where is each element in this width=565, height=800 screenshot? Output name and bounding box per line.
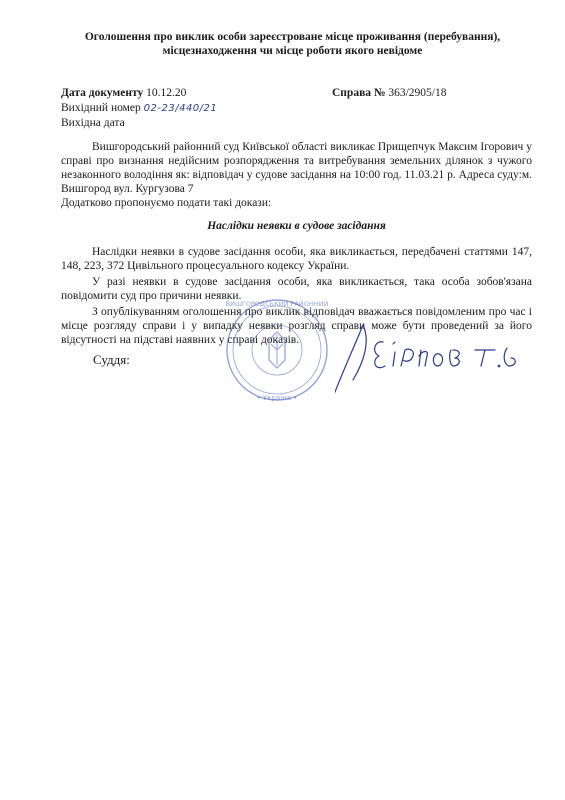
- case-number: [332, 86, 446, 101]
- date-value: 10.12.20: [146, 87, 187, 99]
- title-line-1: Оголошення про виклик особи зареєстроване місце проживання (перебування),: [84, 31, 501, 43]
- document-meta: [61, 86, 531, 131]
- court-stamp-seal: [222, 288, 332, 413]
- outgoing-date-label: Вихідна дата: [61, 117, 125, 129]
- section-title: Наслідки неявки в судове засідання: [207, 220, 386, 232]
- meta-row-outgoing-number: [61, 101, 531, 116]
- meta-row-date: [61, 86, 531, 101]
- date-label: Дата документу: [61, 87, 144, 99]
- summons-paragraph: Вишгородський районний суд Київської області викликає Прищепчук Максим Ігорович у справі про визнання недійсним розпорядження та витребування земельних ділянок з чужого незаконного володіння як: відповідач у судове засідання на 10:00 год. 11.03.21 р. Адреса суду:м. Вишгород вул. Кургузова 7: [61, 141, 532, 195]
- evidence-line: Додатково пропонуємо подати такі докази:: [61, 197, 272, 209]
- consequence-paragraph-3: З опублікуванням оголошення про виклик відповідач вважається повідомленим про час і місце розгляду справи і у випадку неявки розгляд справи може бути проведений за його відсутності на підставі наявних у справі доказів.: [61, 306, 532, 346]
- svg-text:• Україна •: • Україна •: [256, 394, 298, 402]
- judge-label: Суддя:: [93, 352, 130, 367]
- signature-scribble: [335, 320, 525, 415]
- judge-signature: [335, 320, 525, 420]
- case-value: 363/2905/18: [388, 87, 447, 99]
- summons-body: [61, 140, 532, 210]
- title-line-2: місцезнаходження чи місце роботи якого невідоме: [162, 45, 423, 57]
- meta-row-outgoing-date: [61, 116, 531, 131]
- consequence-paragraph-1: Наслідки неявки в судове засідання особи, яка викликається, передбачені статтями 147, 148, 223, 372 Цивільного процесуального кодексу України.: [61, 246, 532, 272]
- court-stamp: [222, 288, 332, 418]
- outgoing-number-value: 02-23/440/21: [143, 103, 218, 114]
- consequence-paragraph-2: У разі неявки в судове засідання особи, яка викликається, така особа зобов'язана повідомити суд про причини неявки.: [61, 276, 532, 302]
- svg-text:ВИШГОРОДСЬКИЙ РАЙОННИЙ: ВИШГОРОДСЬКИЙ РАЙОННИЙ: [225, 300, 329, 308]
- outgoing-number-label: Вихідний номер: [61, 102, 141, 114]
- document-title: [40, 30, 545, 58]
- case-label: Справа №: [332, 87, 386, 99]
